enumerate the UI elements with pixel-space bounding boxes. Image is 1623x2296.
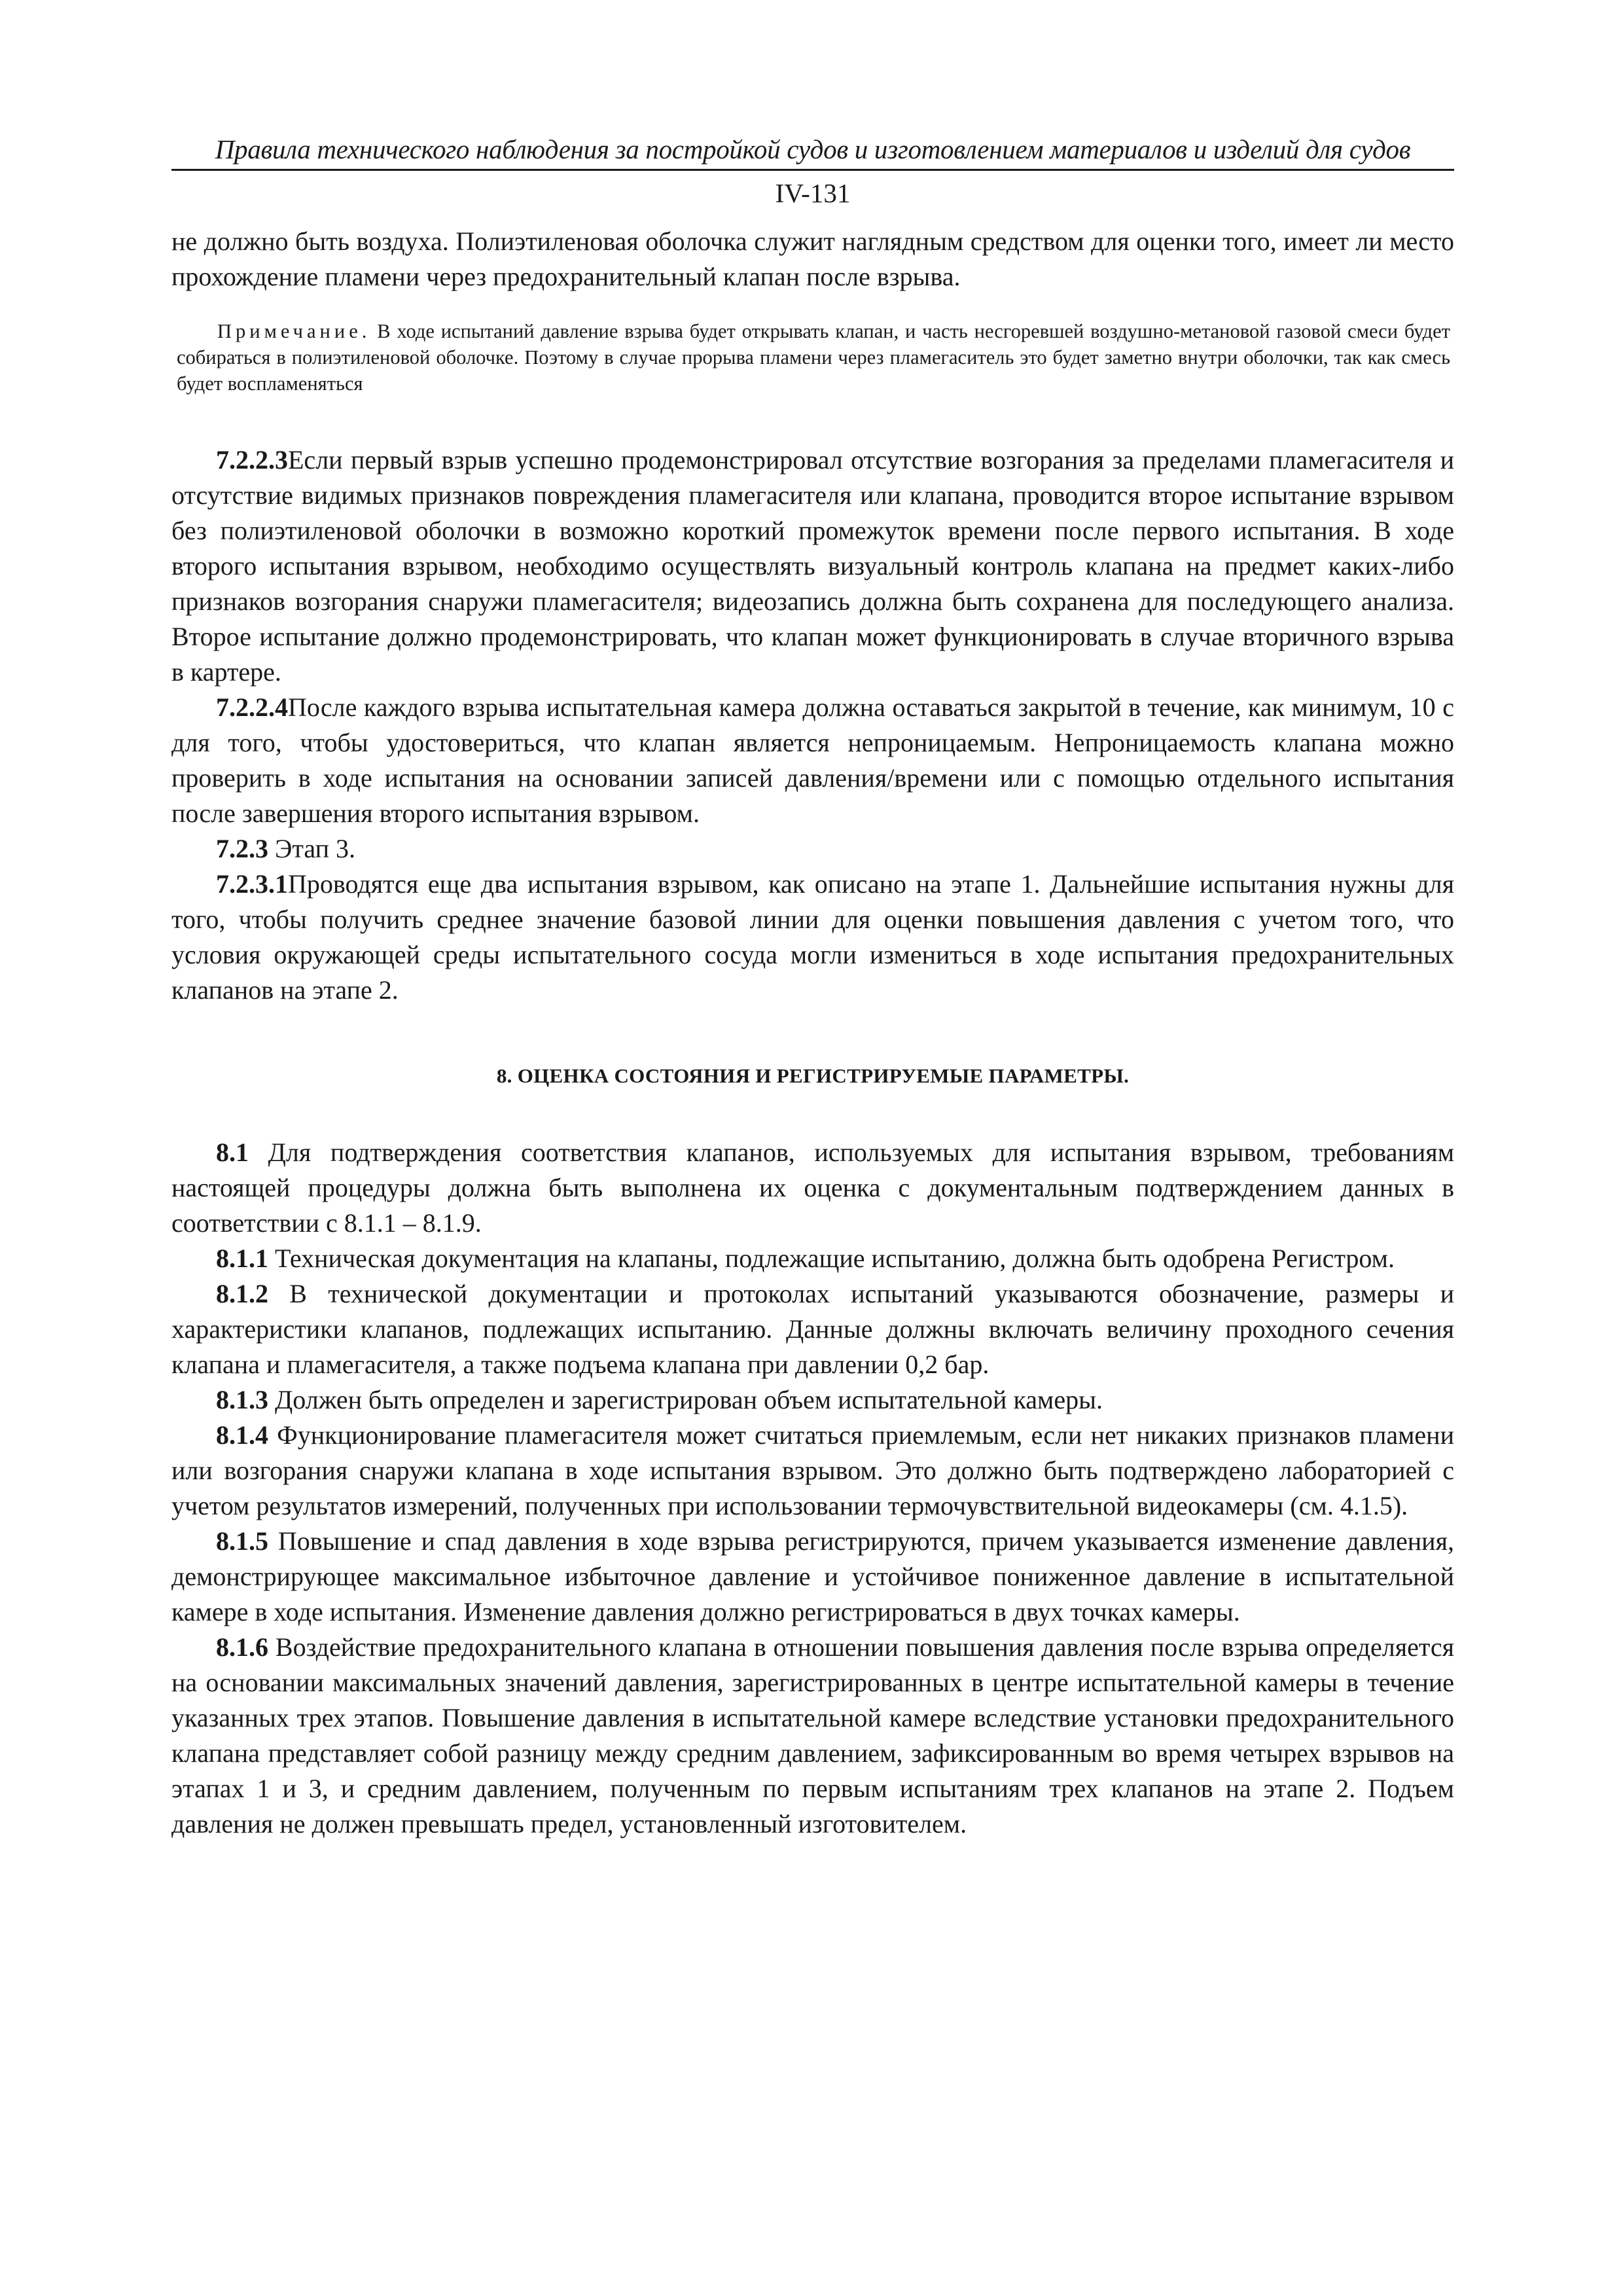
clause-number: 8.1.4 <box>216 1420 268 1450</box>
clause-number: 8.1.3 <box>216 1385 268 1415</box>
clause-8-1-4 <box>171 1418 1454 1524</box>
clause-8-1-5 <box>171 1524 1454 1630</box>
clause-text: Проводятся еще два испытания взрывом, как описано на этапе 1. Дальнейшие испытания нужны для того, чтобы получить среднее значение базовой линии для оценки повышения давления с учетом того, что условия окружающей среды испытательного сосуда могли измениться в ходе испытания предохранительных клапанов на этапе 2. <box>171 869 1454 1005</box>
clause-text: Техническая документация на клапаны, подлежащие испытанию, должна быть одобрена Регистром. <box>268 1244 1395 1274</box>
clause-text: Воздействие предохранительного клапана в отношении повышения давления после взрыва определяется на основании максимальных значений давления, зарегистрированных в центре испытательной камеры в течение указанных трех этапов. Повышение давления в испытательной камере вследствие установки предохранительного клапана представляет собой разницу между средним давлением, зафиксированным во время четырех взрывов на этапах 1 и 3, и средним давлением, полученным по первым испытаниям трех клапанов на этапе 2. Подъем давления не должен превышать предел, установленный изготовителем. <box>171 1632 1454 1839</box>
clause-text: Если первый взрыв успешно продемонстрировал отсутствие возгорания за пределами пламегасителя и отсутствие видимых признаков повреждения пламегасителя или клапана, проводится второе испытание взрывом без полиэтиленовой оболочки в возможно короткий промежуток времени после первого испытания. В ходе второго испытания взрывом, необходимо осуществлять визуальный контроль клапана на предмет каких-либо признаков возгорания снаружи пламегасителя; видеозапись должна быть сохранена для последующего анализа. Второе испытание должно продемонстрировать, что клапан может функционировать в случае вторичного взрыва в картере. <box>171 445 1454 687</box>
note-text: В ходе испытаний давление взрыва будет открывать клапан, и часть несгоревшей воздушно-метановой газовой смеси будет собираться в полиэтиленовой оболочке. Поэтому в случае прорыва пламени через пламегаситель это будет заметно внутри оболочки, так как смесь будет воспламеняться <box>177 320 1450 395</box>
clause-7-2-2-4 <box>171 690 1454 831</box>
page-number: IV-131 <box>775 178 851 209</box>
clause-number: 8.1.5 <box>216 1526 268 1556</box>
clause-number: 8.1.6 <box>216 1632 268 1662</box>
clause-number: 7.2.2.3 <box>216 445 288 475</box>
clause-7-2-3-1 <box>171 867 1454 1008</box>
clause-8-1-6 <box>171 1630 1454 1842</box>
clause-number: 7.2.2.4 <box>216 692 288 723</box>
clause-number: 8.1 <box>216 1138 249 1168</box>
clause-text: Этап 3. <box>268 834 356 864</box>
clause-7-2-2-3 <box>171 442 1454 690</box>
note <box>171 318 1454 397</box>
running-header: Правила технического наблюдения за постройкой судов и изготовлением материалов и изделий для судов <box>171 134 1454 171</box>
clause-8-1-1 <box>171 1241 1454 1276</box>
clause-text: В технической документации и протоколах испытаний указываются обозначение, размеры и характеристики клапанов, подлежащих испытанию. Данные должны включать величину проходного сечения клапана и пламегасителя, а также подъема клапана при давлении 0,2 бар. <box>171 1279 1454 1380</box>
clause-8-1 <box>171 1135 1454 1241</box>
clause-8-1-3 <box>171 1382 1454 1418</box>
note-label: Примечание. <box>217 320 371 343</box>
section-heading: 8. ОЦЕНКА СОСТОЯНИЯ И РЕГИСТРИРУЕМЫЕ ПАРАМЕТРЫ. <box>496 1064 1130 1088</box>
document-page <box>171 134 1454 1842</box>
clause-text: После каждого взрыва испытательная камера должна оставаться закрытой в течение, как минимум, 10 с для того, чтобы удостовериться, что клапан является непроницаемым. Непроницаемость клапана можно проверить в ходе испытания на основании записей давления/времени или с помощью отдельного испытания после завершения второго испытания взрывом. <box>171 692 1454 829</box>
clause-text: Должен быть определен и зарегистрирован объем испытательной камеры. <box>268 1385 1103 1415</box>
clause-number: 8.1.1 <box>216 1244 268 1274</box>
clause-number: 8.1.2 <box>216 1279 268 1309</box>
clause-number: 7.2.3 <box>216 834 268 864</box>
clause-number: 7.2.3.1 <box>216 869 288 899</box>
clause-7-2-3 <box>171 831 1454 867</box>
clause-text: Для подтверждения соответствия клапанов, используемых для испытания взрывом, требованиям настоящей процедуры должна быть выполнена их оценка с документальным подтверждением данных в соответствии с 8.1.1 – 8.1.9. <box>171 1138 1454 1238</box>
clause-text: Повышение и спад давления в ходе взрыва регистрируются, причем указывается изменение давления, демонстрирующее максимальное избыточное давление и устойчивое пониженное давление в испытательной камере в ходе испытания. Изменение давления должно регистрироваться в двух точках камеры. <box>171 1526 1454 1627</box>
clause-8-1-2 <box>171 1276 1454 1382</box>
intro-paragraph: не должно быть воздуха. Полиэтиленовая оболочка служит наглядным средством для оценки того, имеет ли место прохождение пламени через предохранительный клапан после взрыва. <box>171 226 1454 292</box>
clause-text: Функционирование пламегасителя может считаться приемлемым, если нет никаких признаков пламени или возгорания снаружи клапана в ходе испытания взрывом. Это должно быть подтверждено лабораторией с учетом результатов измерений, полученных при использовании термочувствительной видеокамеры (см. 4.1.5). <box>171 1420 1454 1521</box>
